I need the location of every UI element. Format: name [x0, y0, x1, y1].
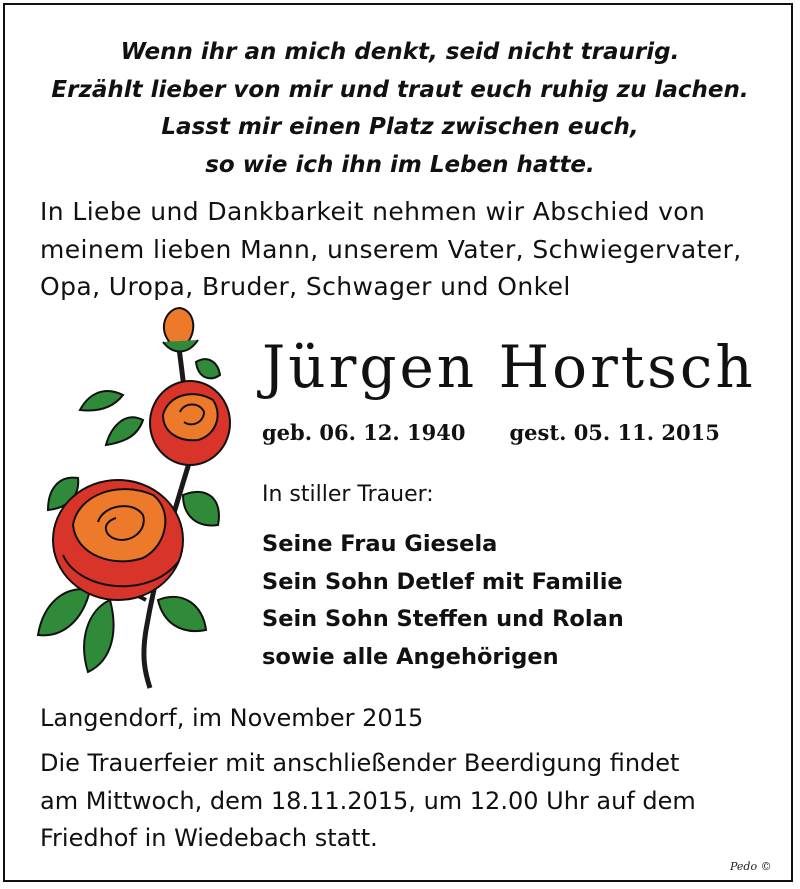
rose-illustration: [18, 300, 248, 695]
deceased-name: Jürgen Hortsch: [262, 333, 756, 401]
intro-line: In Liebe und Dankbarkeit nehmen wir Abschied von: [40, 197, 706, 226]
intro-line: Opa, Uropa, Bruder, Schwager und Onkel: [40, 272, 571, 301]
credit-mark: Pedo ©: [730, 860, 772, 873]
poem-line: so wie ich ihn im Leben hatte.: [205, 151, 595, 178]
leaf-shape: [183, 492, 219, 526]
family-list: [262, 526, 624, 676]
leaf-shape: [158, 597, 206, 631]
leaf-shape: [38, 589, 90, 635]
leaf-shape: [106, 417, 143, 445]
service-line: Die Trauerfeier mit anschließender Beerdigung findet: [40, 749, 680, 777]
leaf-shape: [80, 391, 123, 411]
rosebud-sepal: [163, 340, 198, 352]
service-line: Friedhof in Wiedebach statt.: [40, 824, 378, 852]
leaf-shape: [196, 359, 220, 378]
place-date: Langendorf, im November 2015: [40, 704, 424, 732]
family-member: Sein Sohn Steffen und Rolan: [262, 606, 624, 632]
birth-date: geb. 06. 12. 1940: [262, 420, 466, 445]
service-line: am Mittwoch, dem 18.11.2015, um 12.00 Uhr auf dem: [40, 786, 696, 815]
poem: [0, 34, 800, 184]
family-member: Sein Sohn Detlef mit Familie: [262, 568, 623, 595]
poem-line: Erzählt lieber von mir und traut euch ruhig zu lachen.: [51, 76, 749, 103]
family-member: sowie alle Angehörigen: [262, 643, 559, 670]
leaf-shape: [84, 600, 113, 672]
life-dates: [262, 418, 720, 448]
small-rose-petal: [163, 394, 218, 440]
poem-line: Wenn ihr an mich denkt, seid nicht traurig.: [120, 39, 680, 65]
funeral-service-info: [40, 745, 780, 858]
poem-line: Lasst mir einen Platz zwischen euch,: [161, 114, 639, 140]
death-date: gest. 05. 11. 2015: [509, 420, 720, 445]
intro-text: [40, 193, 780, 306]
intro-line: meinem lieben Mann, unserem Vater, Schwiegervater,: [40, 234, 742, 264]
mourning-heading: In stiller Trauer:: [262, 482, 434, 507]
family-member: Seine Frau Giesela: [262, 531, 498, 557]
